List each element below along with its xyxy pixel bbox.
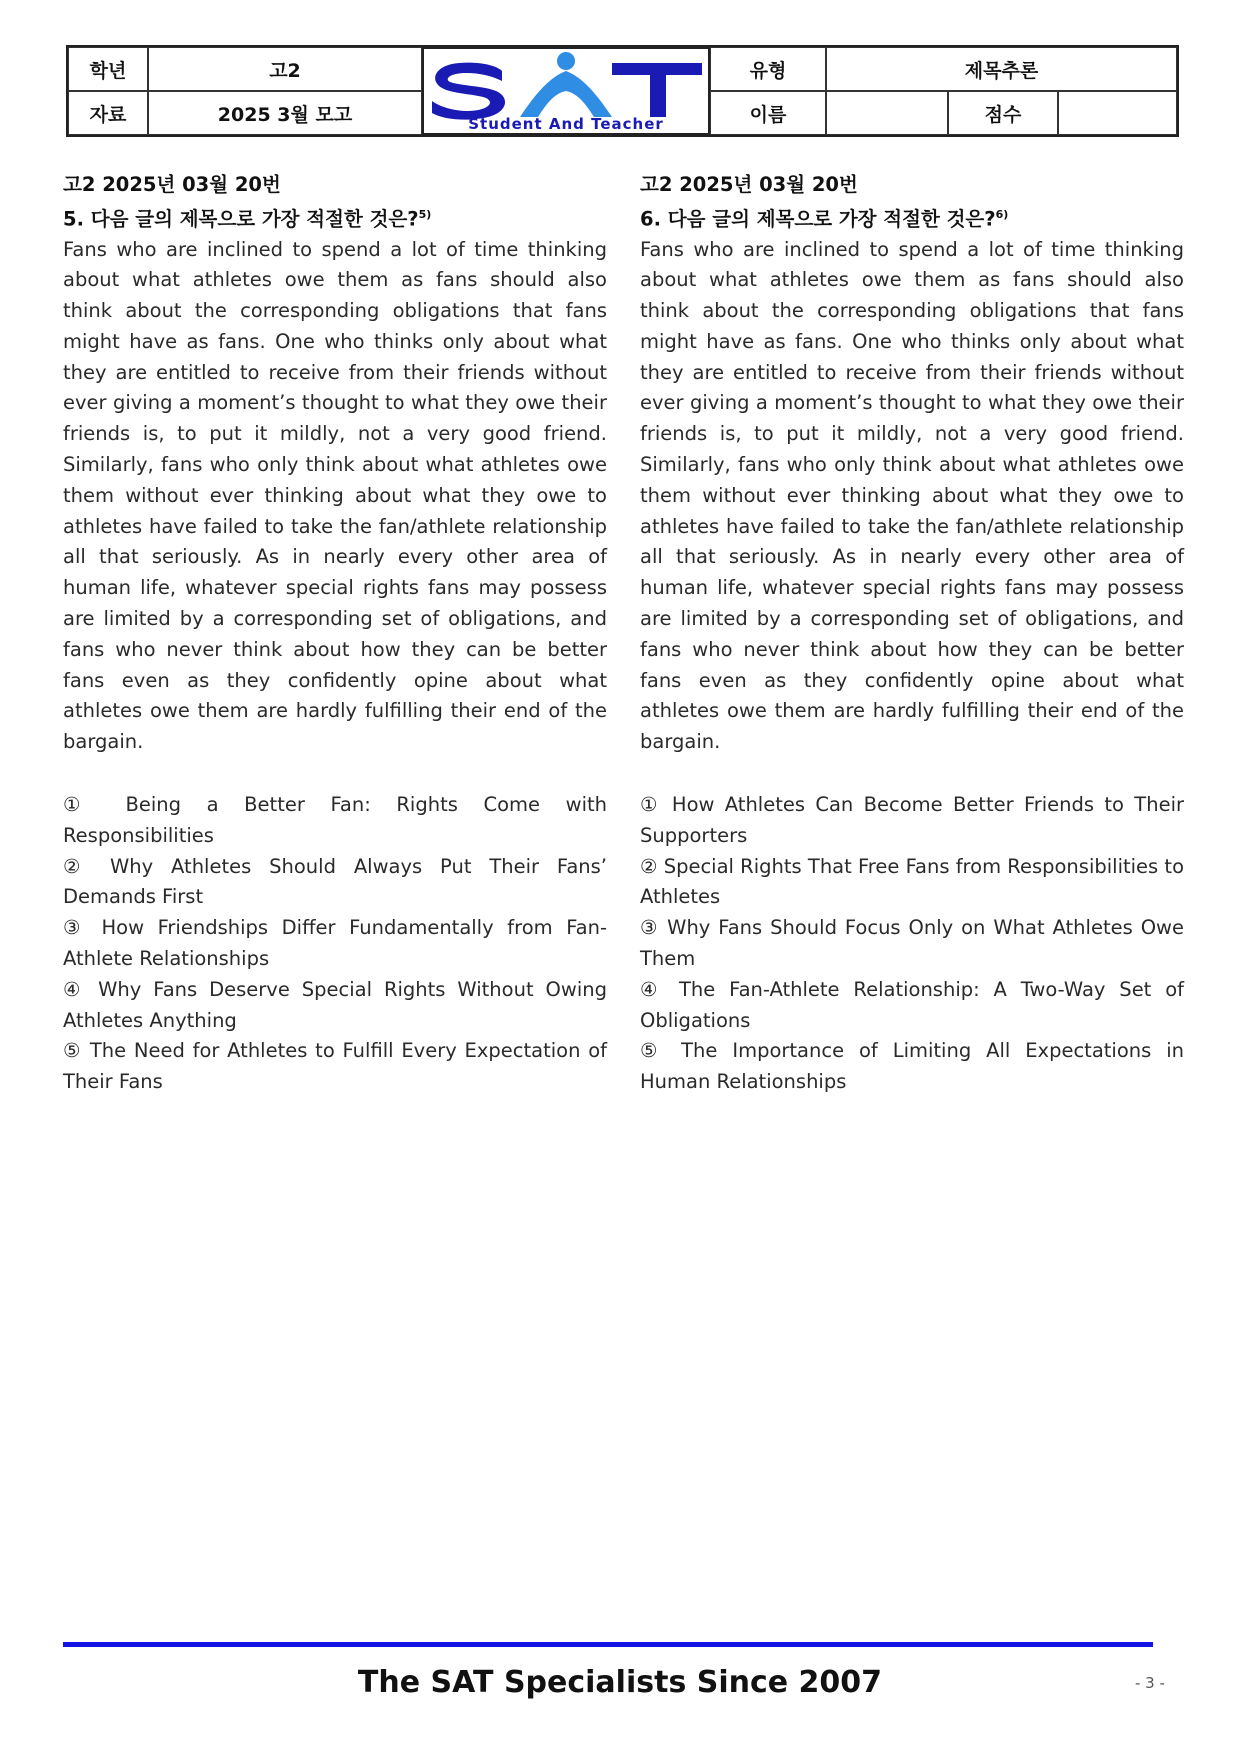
footer-divider: [63, 1642, 1153, 1647]
choice-4[interactable]: ④ Why Fans Deserve Special Rights Without Owing Athletes Anything: [63, 977, 607, 1032]
type-value: 제목추론: [826, 47, 1177, 91]
answer-choices: [63, 790, 607, 1098]
passage: Fans who are inclined to spend a lot of time thinking about what athletes owe them as fans should also think about the corresponding obligations that fans might have as fans. One who thinks only about what they are entitled to receive from their friends without ever giving a moment’s thought to what they owe their friends is, to put it mildly, not a very good friend. Similarly, fans who only think about what athletes owe them without ever thinking about what they owe to athletes have failed to take the fan/athlete relationship all that seriously. As in nearly every other area of human life, whatever special rights fans may possess are limited by a corresponding set of obligations, and fans who never think about how they can be better fans even as they confidently opine about what athletes owe them are hardly fulfilling their end of the bargain.: [63, 237, 607, 754]
choice-3[interactable]: ③ How Friendships Differ Fundamentally from Fan-Athlete Relationships: [63, 916, 607, 971]
choice-5[interactable]: ⑤ The Need for Athletes to Fulfill Every Expectation of Their Fans: [63, 1039, 607, 1094]
question-source: 고2 2025년 03월 20번: [63, 173, 281, 196]
choice-2[interactable]: ② Why Athletes Should Always Put Their Fans’ Demands First: [63, 854, 607, 909]
answer-choices: [640, 790, 1184, 1098]
choice-1[interactable]: ① Being a Better Fan: Rights Come with Responsibilities: [63, 793, 607, 847]
question-title: [640, 200, 1184, 235]
sat-logo: [422, 47, 710, 135]
question-5: [63, 170, 607, 1098]
passage: Fans who are inclined to spend a lot of time thinking about what athletes owe them as fans should also think about the corresponding obligations that fans might have as fans. One who thinks only about what they are entitled to receive from their friends without ever giving a moment’s thought to what they owe their friends is, to put it mildly, not a very good friend. Similarly, fans who only think about what athletes owe them without ever thinking about what they owe to athletes have failed to take the fan/athlete relationship all that seriously. As in nearly every other area of human life, whatever special rights fans may possess are limited by a corresponding set of obligations, and fans who never think about how they can be better fans even as they confidently opine about what athletes owe them are hardly fulfilling their end of the bargain.: [640, 237, 1184, 754]
page-number: - 3 -: [1135, 1674, 1165, 1692]
name-label: 이름: [710, 91, 826, 135]
question-title-text: 6. 다음 글의 제목으로 가장 적절한 것은?: [640, 207, 996, 231]
type-label: 유형: [710, 47, 826, 91]
footnote-marker: 5): [418, 208, 432, 221]
choice-4[interactable]: ④ The Fan-Athlete Relationship: A Two-Way Set of Obligations: [640, 977, 1184, 1032]
question-title-text: 5. 다음 글의 제목으로 가장 적절한 것은?: [63, 207, 419, 231]
grade-value: 고2: [148, 47, 422, 91]
score-field[interactable]: [1058, 91, 1177, 135]
footnote-marker: 6): [995, 208, 1009, 221]
header-table: [66, 45, 1179, 137]
footer-slogan: The SAT Specialists Since 2007: [357, 1665, 883, 1700]
grade-label: 학년: [68, 47, 148, 91]
score-label: 점수: [948, 91, 1058, 135]
choice-5[interactable]: ⑤ The Importance of Limiting All Expectations in Human Relationships: [640, 1039, 1184, 1094]
choice-1[interactable]: ① How Athletes Can Become Better Friends to Their Supporters: [640, 793, 1184, 847]
choice-2[interactable]: ② Special Rights That Free Fans from Responsibilities to Athletes: [640, 854, 1184, 909]
name-field[interactable]: [826, 91, 948, 135]
question-title: [63, 200, 607, 235]
source-label: 자료: [68, 91, 148, 135]
logo-subtitle: Student And Teacher: [468, 115, 664, 133]
source-value: 2025 3월 모고: [148, 91, 422, 135]
choice-3[interactable]: ③ Why Fans Should Focus Only on What Athletes Owe Them: [640, 916, 1184, 971]
sat-logo-graphic: [424, 49, 708, 133]
question-6: [640, 170, 1184, 1098]
question-source: 고2 2025년 03월 20번: [640, 173, 858, 196]
